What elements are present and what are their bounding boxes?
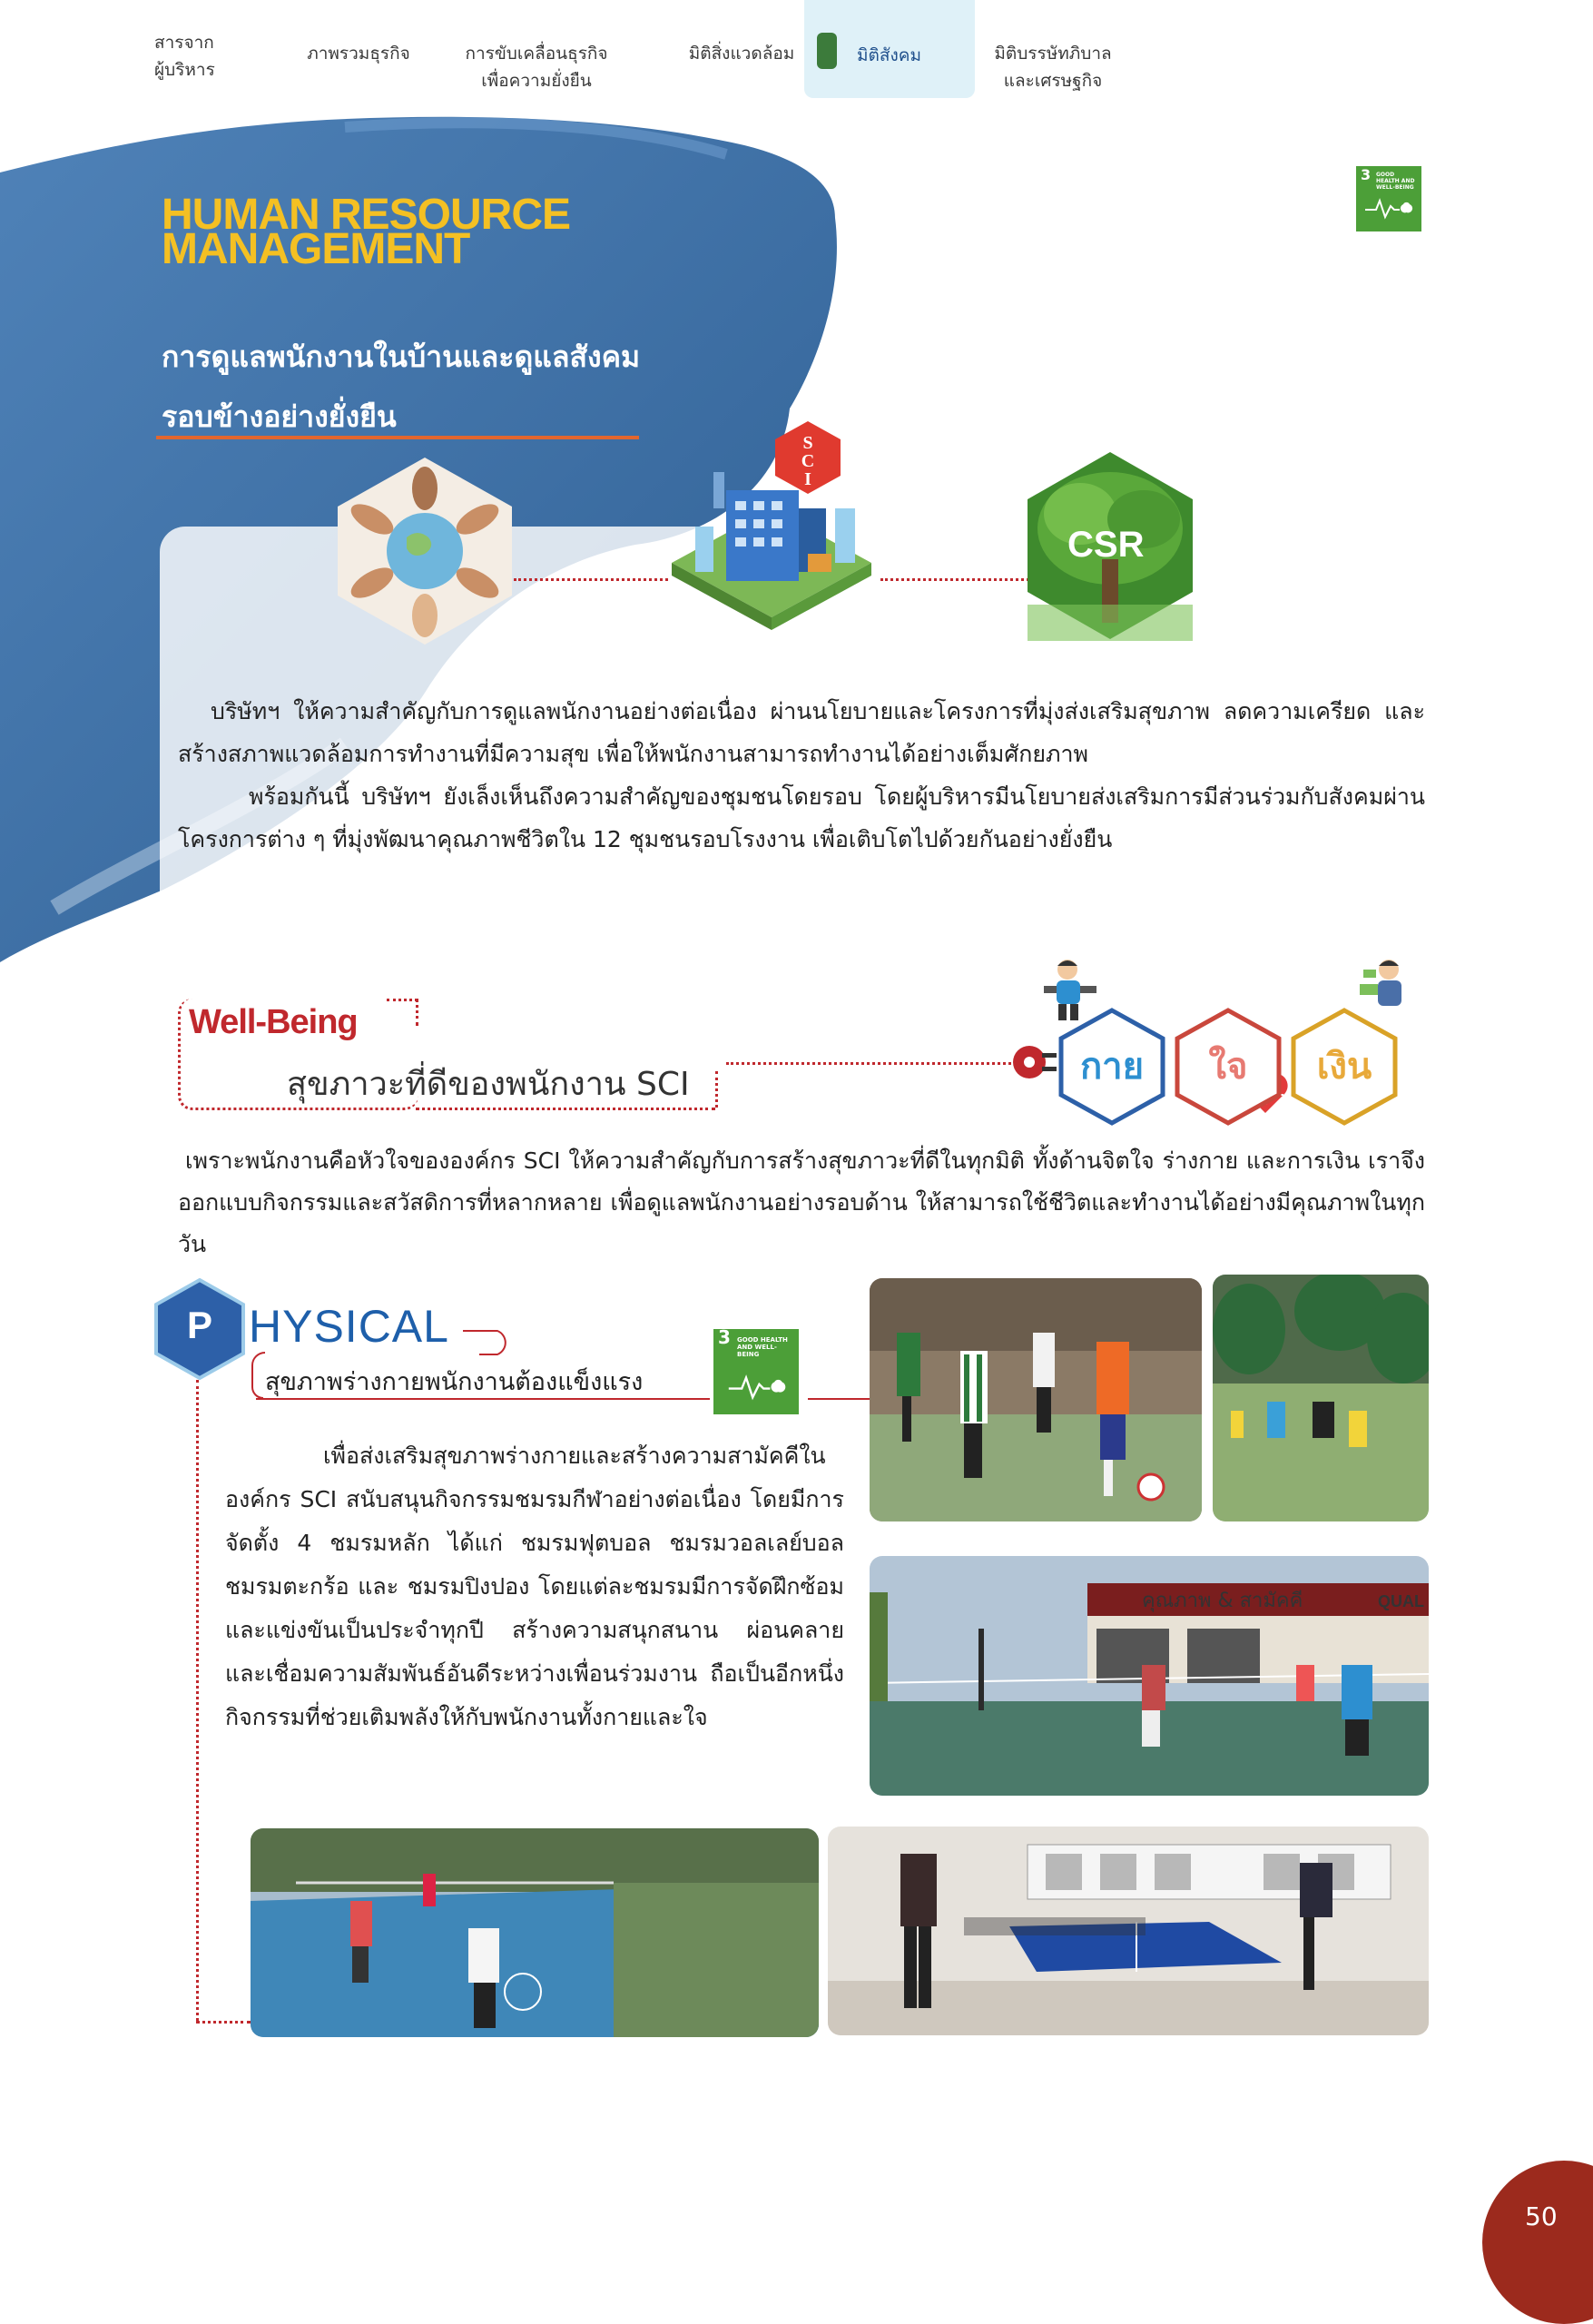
top-nav [0, 0, 1593, 100]
heartbeat-icon [724, 1369, 790, 1402]
wellbeing-title: Well-Being [189, 1003, 358, 1041]
nav-item-executive-message[interactable] [154, 29, 245, 84]
nav-item-social[interactable] [804, 0, 975, 98]
hands-globe-icon [336, 456, 514, 646]
sdg3-badge [1356, 166, 1421, 231]
sdg3-badge-physical [713, 1326, 799, 1414]
wellbeing-subtitle: สุขภาวะที่ดีของพนักงาน SCI [287, 1066, 690, 1103]
sdg-text: GOOD HEALTH AND WELL-BEING [1376, 172, 1415, 191]
football-photo-1 [870, 1278, 1202, 1521]
physical-title: HYSICAL [249, 1301, 449, 1352]
physical-subtitle: สุขภาพร่างกายพนักงานต้องแข็งแรง [265, 1368, 644, 1396]
nav-label: ภาพรวมธุรกิจ [307, 44, 410, 64]
table-tennis-photo [828, 1827, 1429, 2035]
physical-paragraph: เพื่อส่งเสริมสุขภาพร่างกายและสร้างความสามัคคีในองค์กร SCI สนับสนุนกิจกรรมชมรมกีฬาอย่างต่อเนื่อง โดยมีการจัดตั้ง 4 ชมรมหลัก ได้แก่ ชมรมฟุตบอล ชมรมวอลเลย์บอล ชมรมตะกร้อ และ ชมรมปิงปอง โดยแต่ละชมรมมีการจัดฝึกซ้อมและแข่งขันเป็นประจำทุกปี สร้างความสนุกสนาน ผ่อนคลาย และเชื่อมความสัมพันธ์อันดีระหว่างเพื่อนร่วมงาน ถือเป็นอีกหนึ่งกิจกรรมที่ช่วยเติมพลังให้กับพนักงานทั้งกายและใจ [225, 1443, 844, 1730]
nav-label: การขับเคลื่อนธุรกิจ เพื่อความยั่งยืน [465, 44, 608, 91]
title-en-line1: HUMAN RESOURCE [162, 191, 571, 239]
intro-text [178, 690, 1425, 861]
heartbeat-icon [1363, 193, 1414, 221]
sdg-number: 3 [1361, 166, 1372, 183]
nav-label: มิติบรรษัทภิบาล และเศรษฐกิจ [994, 44, 1112, 91]
exercise-person-icon [1040, 957, 1104, 1024]
physical-text [225, 1434, 844, 1739]
svg-text:C: C [801, 451, 815, 471]
keyword-mind: ใจ [1208, 1046, 1248, 1088]
physical-photo-connector [808, 1398, 871, 1400]
physical-subtitle-underline [256, 1398, 710, 1400]
sdg-number: 3 [718, 1326, 731, 1348]
sci-logo-icon [773, 419, 842, 496]
nav-label: มิติสิ่งแวดล้อม [688, 44, 795, 64]
plug-icon [1011, 1042, 1058, 1082]
physical-title-bracket [461, 1325, 516, 1356]
nav-item-governance-economy[interactable] [980, 40, 1126, 94]
building-sign-text: คุณภาพ & สามัคคี [1142, 1590, 1303, 1612]
physical-vertical-dots [196, 1380, 199, 2021]
factory-icon [663, 418, 880, 645]
svg-text:S: S [802, 433, 813, 453]
wellbeing-connector-v [715, 1071, 718, 1108]
wellbeing-text [178, 1140, 1425, 1265]
money-person-icon [1356, 957, 1414, 1024]
connector-line [514, 578, 668, 581]
wellbeing-right-dots [416, 999, 418, 1026]
physical-bottom-dots [196, 2021, 251, 2024]
wellbeing-paragraph: เพราะพนักงานคือหัวใจขององค์กร SCI ให้ความสำคัญกับการสร้างสุขภาวะที่ดีในทุกมิติ ทั้งด้านจิตใจ ร่างกาย และการเงิน เราจึงออกแบบกิจกรรมและสวัสดิการที่หลากหลาย เพื่อดูแลพนักงานอย่างรอบด้าน ให้สามารถใช้ชีวิตและทำงานได้อย่างมีคุณภาพในทุกวัน [178, 1147, 1425, 1257]
wellbeing-connector [726, 1062, 1017, 1065]
nav-item-business-overview[interactable] [290, 40, 427, 67]
csr-label: CSR [1067, 525, 1145, 565]
nav-item-environment[interactable] [674, 40, 810, 67]
intro-paragraph-2: พร้อมกันนี้ บริษัทฯ ยังเล็งเห็นถึงความสำคัญของชุมชนโดยรอบ โดยผู้บริหารมีนโยบายส่งเสริมการมีส่วนร่วมกับสังคมผ่านโครงการต่าง ๆ ที่มุ่งพัฒนาคุณภาพชีวิตใน 12 ชุมชนรอบโรงงาน เพื่อเติบโตไปด้วยกันอย่างยั่งยืน [178, 783, 1425, 852]
page-number: 50 [1525, 2201, 1558, 2231]
sdg-text: GOOD HEALTH AND WELL-BEING [737, 1336, 788, 1358]
page-title-th [162, 327, 742, 447]
keyword-finance: เงิน [1316, 1046, 1372, 1088]
page-title-en [162, 191, 706, 273]
title-th-line1: การดูแลพนักงานในบ้านและดูแลสังคม [162, 340, 641, 374]
nav-label: สารจาก ผู้บริหาร [154, 33, 215, 80]
title-en-line2: MANAGEMENT [162, 225, 470, 273]
takraw-photo [251, 1828, 819, 2037]
keyword-body: กาย [1079, 1046, 1145, 1088]
nav-label: มิติสังคม [857, 45, 921, 65]
connector-line [880, 578, 1029, 581]
social-tab-icon [817, 33, 837, 69]
volleyball-photo [870, 1556, 1429, 1796]
physical-initial: P [186, 1304, 212, 1346]
page-number-badge [1482, 2161, 1593, 2324]
wellbeing-top-dots [387, 999, 418, 1001]
intro-paragraph-1: บริษัทฯ ให้ความสำคัญกับการดูแลพนักงานอย่างต่อเนื่อง ผ่านนโยบายและโครงการที่มุ่งส่งเสริมสุขภาพ ลดความเครียด และสร้างสภาพแวดล้อมการทำงานที่มีความสุข เพื่อให้พนักงานสามารถทำงานได้อย่างเต็มศักยภาพ [178, 698, 1425, 767]
nav-item-sustainable-business[interactable] [452, 40, 621, 94]
physical-subtitle-bracket [245, 1351, 267, 1400]
title-underline [156, 436, 639, 439]
title-th-line2: รอบข้างอย่างยั่งยืน [162, 399, 397, 434]
building-sign-text-2: QUAL [1378, 1592, 1424, 1610]
football-photo-2 [1213, 1275, 1429, 1521]
svg-text:I: I [804, 469, 811, 489]
